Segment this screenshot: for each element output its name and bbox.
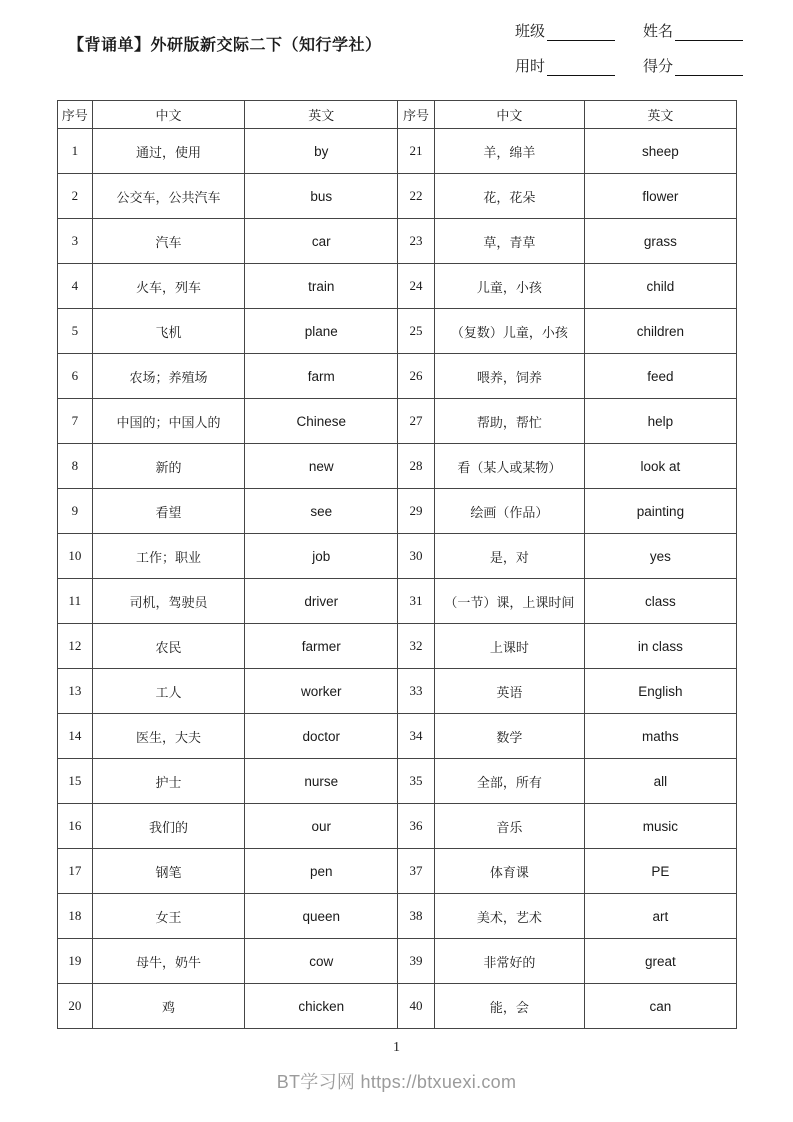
table-row (58, 354, 737, 399)
class-field-label: 班级 (514, 22, 545, 40)
cell-english: sheep (584, 129, 736, 174)
cell-number: 36 (398, 804, 435, 849)
cell-chinese: 上课时 (434, 624, 584, 669)
cell-english: cow (245, 939, 398, 984)
cell-number: 2 (58, 174, 93, 219)
cell-chinese: 儿童，小孩 (434, 264, 584, 309)
table-row (58, 939, 737, 984)
cell-number: 25 (398, 309, 435, 354)
cell-chinese: 非常好的 (434, 939, 584, 984)
cell-english: by (245, 129, 398, 174)
cell-number: 12 (58, 624, 93, 669)
cell-english: PE (584, 849, 736, 894)
cell-chinese: 飞机 (92, 309, 245, 354)
fill-in-fields (515, 18, 743, 90)
cell-english: help (584, 399, 736, 444)
cell-english: farm (245, 354, 398, 399)
cell-chinese: 英语 (434, 669, 584, 714)
table-row (58, 219, 737, 264)
table-row (58, 174, 737, 219)
cell-number: 33 (398, 669, 435, 714)
table-row (58, 264, 737, 309)
table-row (58, 579, 737, 624)
table-row (58, 669, 737, 714)
cell-chinese: 火车，列车 (92, 264, 245, 309)
class-field (515, 20, 615, 41)
col-header-chinese-left: 中文 (92, 101, 245, 129)
cell-english: farmer (245, 624, 398, 669)
cell-number: 38 (398, 894, 435, 939)
vocab-table (57, 100, 737, 1029)
cell-english: car (245, 219, 398, 264)
cell-number: 24 (398, 264, 435, 309)
cell-english: doctor (245, 714, 398, 759)
time-field-blank (547, 60, 615, 77)
cell-chinese: 看（某人或某物） (434, 444, 584, 489)
cell-english: bus (245, 174, 398, 219)
cell-english: flower (584, 174, 736, 219)
cell-number: 40 (398, 984, 435, 1029)
cell-chinese: 新的 (92, 444, 245, 489)
table-row (58, 894, 737, 939)
cell-chinese: 是，对 (434, 534, 584, 579)
cell-chinese: 中国的；中国人的 (92, 399, 245, 444)
cell-english: Chinese (245, 399, 398, 444)
cell-chinese: 农民 (92, 624, 245, 669)
cell-english: child (584, 264, 736, 309)
cell-english: see (245, 489, 398, 534)
time-field (515, 55, 615, 76)
cell-number: 23 (398, 219, 435, 264)
cell-number: 8 (58, 444, 93, 489)
cell-number: 27 (398, 399, 435, 444)
name-field-label: 姓名 (642, 22, 673, 40)
cell-english: music (584, 804, 736, 849)
cell-english: all (584, 759, 736, 804)
cell-number: 11 (58, 579, 93, 624)
cell-chinese: 草，青草 (434, 219, 584, 264)
cell-english: train (245, 264, 398, 309)
cell-chinese: 数学 (434, 714, 584, 759)
cell-chinese: 司机，驾驶员 (92, 579, 245, 624)
cell-english: driver (245, 579, 398, 624)
table-row (58, 399, 737, 444)
table-row (58, 129, 737, 174)
cell-english: look at (584, 444, 736, 489)
cell-chinese: 羊，绵羊 (434, 129, 584, 174)
score-field-blank (675, 60, 743, 77)
cell-chinese: 通过，使用 (92, 129, 245, 174)
cell-number: 39 (398, 939, 435, 984)
cell-english: great (584, 939, 736, 984)
table-header-row (58, 101, 737, 129)
cell-chinese: 帮助，帮忙 (434, 399, 584, 444)
cell-number: 5 (58, 309, 93, 354)
watermark-text: BT学习网 https://btxuexi.com (276, 1072, 517, 1092)
cell-english: feed (584, 354, 736, 399)
cell-english: nurse (245, 759, 398, 804)
cell-english: in class (584, 624, 736, 669)
field-row-top (515, 20, 743, 41)
score-field (643, 55, 743, 76)
table-body (58, 129, 737, 1029)
cell-number: 18 (58, 894, 93, 939)
cell-number: 22 (398, 174, 435, 219)
cell-chinese: 全部，所有 (434, 759, 584, 804)
col-header-english-left: 英文 (245, 101, 398, 129)
col-header-number-right: 序号 (398, 101, 435, 129)
cell-chinese: 汽车 (92, 219, 245, 264)
table-row (58, 489, 737, 534)
cell-english: children (584, 309, 736, 354)
page-number: 1 (393, 1040, 400, 1055)
cell-chinese: 能，会 (434, 984, 584, 1029)
cell-chinese: 医生，大夫 (92, 714, 245, 759)
table-row (58, 714, 737, 759)
cell-number: 10 (58, 534, 93, 579)
cell-chinese: 女王 (92, 894, 245, 939)
cell-english: our (245, 804, 398, 849)
cell-english: English (584, 669, 736, 714)
cell-english: painting (584, 489, 736, 534)
cell-number: 31 (398, 579, 435, 624)
cell-chinese: （复数）儿童，小孩 (434, 309, 584, 354)
cell-number: 7 (58, 399, 93, 444)
cell-chinese: 工作；职业 (92, 534, 245, 579)
cell-number: 19 (58, 939, 93, 984)
cell-number: 4 (58, 264, 93, 309)
cell-number: 35 (398, 759, 435, 804)
cell-chinese: 喂养，饲养 (434, 354, 584, 399)
cell-chinese: 美术，艺术 (434, 894, 584, 939)
cell-number: 29 (398, 489, 435, 534)
cell-chinese: 护士 (92, 759, 245, 804)
cell-english: yes (584, 534, 736, 579)
cell-english: art (584, 894, 736, 939)
cell-number: 1 (58, 129, 93, 174)
name-field (643, 20, 743, 41)
cell-chinese: 花，花朵 (434, 174, 584, 219)
cell-number: 6 (58, 354, 93, 399)
cell-chinese: （一节）课，上课时间 (434, 579, 584, 624)
table-row (58, 534, 737, 579)
cell-chinese: 钢笔 (92, 849, 245, 894)
col-header-english-right: 英文 (584, 101, 736, 129)
cell-chinese: 母牛，奶牛 (92, 939, 245, 984)
cell-english: grass (584, 219, 736, 264)
cell-number: 15 (58, 759, 93, 804)
cell-chinese: 公交车，公共汽车 (92, 174, 245, 219)
cell-number: 9 (58, 489, 93, 534)
cell-chinese: 我们的 (92, 804, 245, 849)
cell-number: 21 (398, 129, 435, 174)
class-field-blank (547, 25, 615, 42)
cell-english: chicken (245, 984, 398, 1029)
table-row (58, 849, 737, 894)
cell-english: maths (584, 714, 736, 759)
cell-english: plane (245, 309, 398, 354)
col-header-chinese-right: 中文 (434, 101, 584, 129)
cell-english: new (245, 444, 398, 489)
cell-english: worker (245, 669, 398, 714)
table-row (58, 624, 737, 669)
table-row (58, 759, 737, 804)
cell-chinese: 绘画（作品） (434, 489, 584, 534)
time-field-label: 用时 (514, 57, 545, 75)
cell-number: 28 (398, 444, 435, 489)
cell-chinese: 农场；养殖场 (92, 354, 245, 399)
cell-number: 16 (58, 804, 93, 849)
table-row (58, 444, 737, 489)
document-header (68, 18, 743, 90)
score-field-label: 得分 (642, 57, 673, 75)
cell-english: pen (245, 849, 398, 894)
cell-chinese: 看望 (92, 489, 245, 534)
table-row (58, 804, 737, 849)
cell-number: 3 (58, 219, 93, 264)
cell-number: 26 (398, 354, 435, 399)
table-row (58, 309, 737, 354)
cell-number: 32 (398, 624, 435, 669)
cell-chinese: 工人 (92, 669, 245, 714)
page-title: 【背诵单】外研版新交际二下（知行学社） (68, 35, 382, 54)
cell-english: class (584, 579, 736, 624)
col-header-number-left: 序号 (58, 101, 93, 129)
cell-number: 17 (58, 849, 93, 894)
cell-english: can (584, 984, 736, 1029)
cell-english: queen (245, 894, 398, 939)
cell-number: 34 (398, 714, 435, 759)
cell-number: 13 (58, 669, 93, 714)
table-row (58, 984, 737, 1029)
cell-chinese: 体育课 (434, 849, 584, 894)
cell-number: 14 (58, 714, 93, 759)
name-field-blank (675, 25, 743, 42)
cell-number: 37 (398, 849, 435, 894)
cell-chinese: 音乐 (434, 804, 584, 849)
cell-number: 20 (58, 984, 93, 1029)
cell-english: job (245, 534, 398, 579)
cell-chinese: 鸡 (92, 984, 245, 1029)
field-row-bottom (515, 55, 743, 76)
cell-number: 30 (398, 534, 435, 579)
